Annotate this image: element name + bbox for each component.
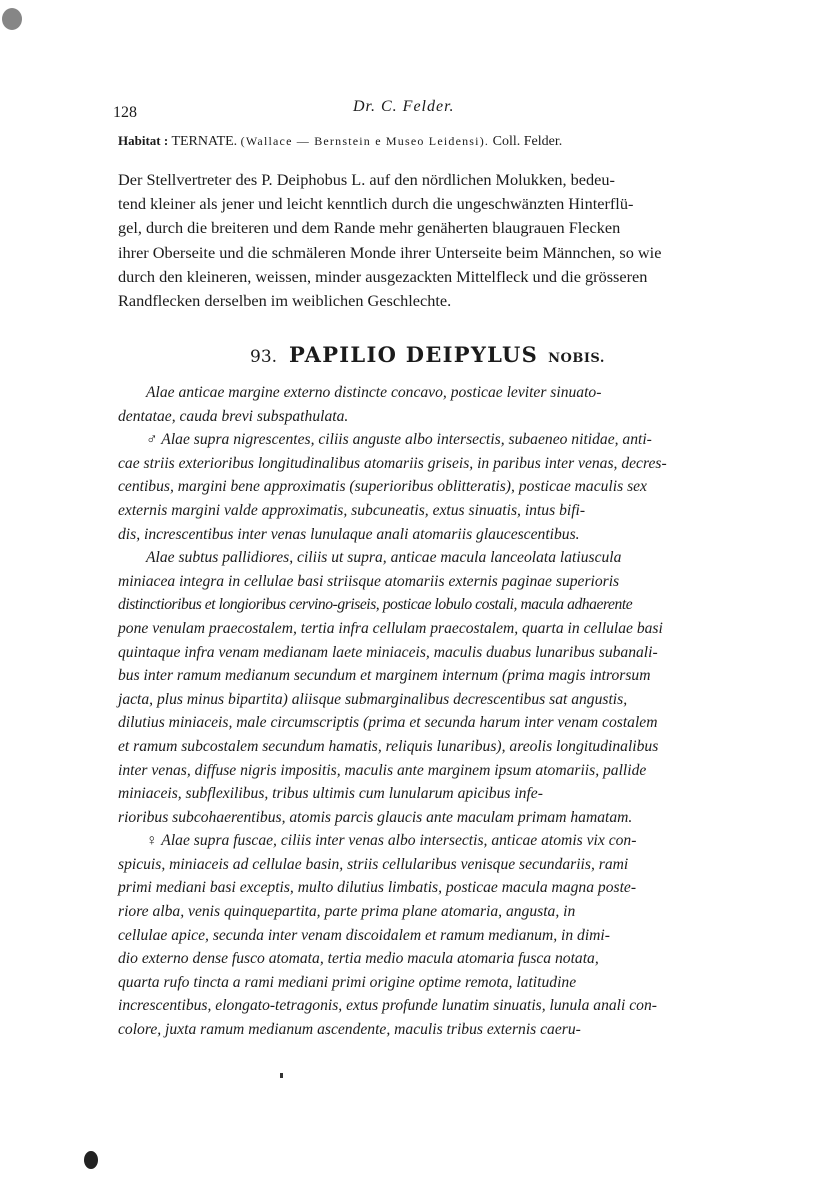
ink-blot-left-margin [84, 1151, 98, 1169]
text-line: centibus, margini bene approximatis (superioribus oblitteratis), posticae maculis sex [118, 478, 647, 496]
latin-description [118, 381, 758, 1042]
habitat-source: (Wallace — Bernstein e Museo Leidensi). [240, 134, 490, 148]
text-line: dilutius miniaceis, male circumscriptis (prima et secunda harum inter venam costalem [118, 714, 658, 732]
ink-blot-top-left [2, 8, 22, 30]
text-line: Randflecken derselben im weiblichen Geschlechte. [118, 291, 452, 311]
species-number: 93. [250, 347, 278, 367]
text-line: gel, durch die breiteren und dem Rande mehr genäherten blaugrauen Flecken [118, 218, 621, 238]
text-line: quarta rufo tincta a rami mediani primi origine optime remota, latitudine [118, 973, 577, 991]
page-number: 128 [113, 104, 137, 121]
text-line: cellulae apice, secunda inter venam discoidalem et ramum medianum, in dimi- [118, 926, 610, 944]
text-line: increscentibus, elongato-tetragonis, extus profunde lunatim sinuatis, lunula anali con- [118, 997, 657, 1015]
text-line: cae striis exterioribus longitudinalibus atomariis griseis, in paribus inter venas, decres- [118, 454, 667, 472]
text-line: ihrer Oberseite und die schmäleren Monde ihrer Unterseite beim Männchen, so wie [118, 242, 662, 262]
text-line: quintaque infra venam medianam laete miniaceis, maculis duabus lunaribus subanali- [118, 643, 658, 661]
text-line: riore alba, venis quinquepartita, parte prima plane atomaria, angusta, in [118, 903, 576, 921]
text-line: et ramum subcostalem secundum hamatis, reliquis lunaribus), areolis longitudinalibus [118, 737, 659, 755]
text-line: distinctioribus et longioribus cervino-griseis, posticae lobulo costali, macula adhaerente [118, 596, 633, 614]
habitat-collection: Coll. Felder. [492, 134, 563, 149]
species-heading [250, 342, 605, 367]
page-header [113, 98, 763, 128]
text-line: ♂ Alae supra nigrescentes, ciliis anguste albo intersectis, subaeneo nitidae, anti- [146, 431, 652, 449]
habitat-locality: TERNATE. [171, 134, 238, 149]
text-line: Alae anticae margine externo distincte concavo, posticae leviter sinuato- [146, 384, 602, 401]
text-line: dis, increscentibus inter venas lunulaque anali atomariis glaucescentibus. [118, 525, 580, 543]
running-head: Dr. C. Felder. [353, 98, 455, 115]
text-line: primi mediani basi exceptis, multo dilutius limbatis, posticae macula magna poste- [118, 879, 637, 897]
text-line: externis margini valde approximatis, subcuneatis, extus sinuatis, intus bifi- [118, 501, 586, 519]
text-line: pone venulam praecostalem, tertia infra cellulam praecostalem, quarta in cellulae basi [118, 619, 663, 637]
text-line: inter venas, diffuse nigris impositis, maculis ante marginem ipsum atomariis, pallide [118, 761, 647, 779]
text-line: dentatae, cauda brevi subspathulata. [118, 407, 349, 425]
text-line: ♀ Alae supra fuscae, ciliis inter venas albo intersectis, anticae atomis vix con- [146, 832, 637, 850]
text-line: miniacea integra in cellulae basi striisque atomariis externis paginae superioris [118, 572, 620, 590]
habitat-line [118, 133, 758, 150]
text-line: durch den kleineren, weissen, minder ausgezackten Mittelfleck und die grösseren [118, 266, 648, 286]
text-line: Der Stellvertreter des P. Deiphobus L. auf den nördlichen Molukken, bedeu- [118, 170, 615, 189]
text-line: bus inter ramum medianum secundum et marginem internum (prima magis introrsum [118, 667, 651, 685]
text-line: jacta, plus minus bipartita) aliisque submarginalibus decrescentibus sat angustis, [118, 690, 628, 708]
text-line: colore, juxta ramum medianum ascendente, maculis tribus externis caeru- [118, 1021, 581, 1039]
text-line: miniaceis, subflexilibus, tribus ultimis cum lunularum apicibus infe- [118, 785, 543, 803]
species-name: PAPILIO DEIPYLUS [289, 342, 539, 367]
habitat-label: Habitat : [118, 133, 169, 148]
text-line: tend kleiner als jener und leicht kenntlich durch die ungeschwänzten Hinterflü- [118, 194, 634, 214]
text-line: dio externo dense fusco atomata, tertia medio macula atomaria fusca notata, [118, 950, 599, 968]
text-line: rioribus subcohaerentibus, atomis parcis glaucis ante maculam primam hamatam. [118, 808, 633, 826]
species-authority: NOBIS. [548, 351, 605, 366]
german-paragraph [118, 168, 758, 313]
text-line: Alae subtus pallidiores, ciliis ut supra, anticae macula lanceolata latiuscula [146, 549, 622, 567]
stray-mark [280, 1073, 283, 1078]
text-line: spicuis, miniaceis ad cellulae basin, striis cellularibus venisque secundariis, rami [118, 855, 629, 873]
